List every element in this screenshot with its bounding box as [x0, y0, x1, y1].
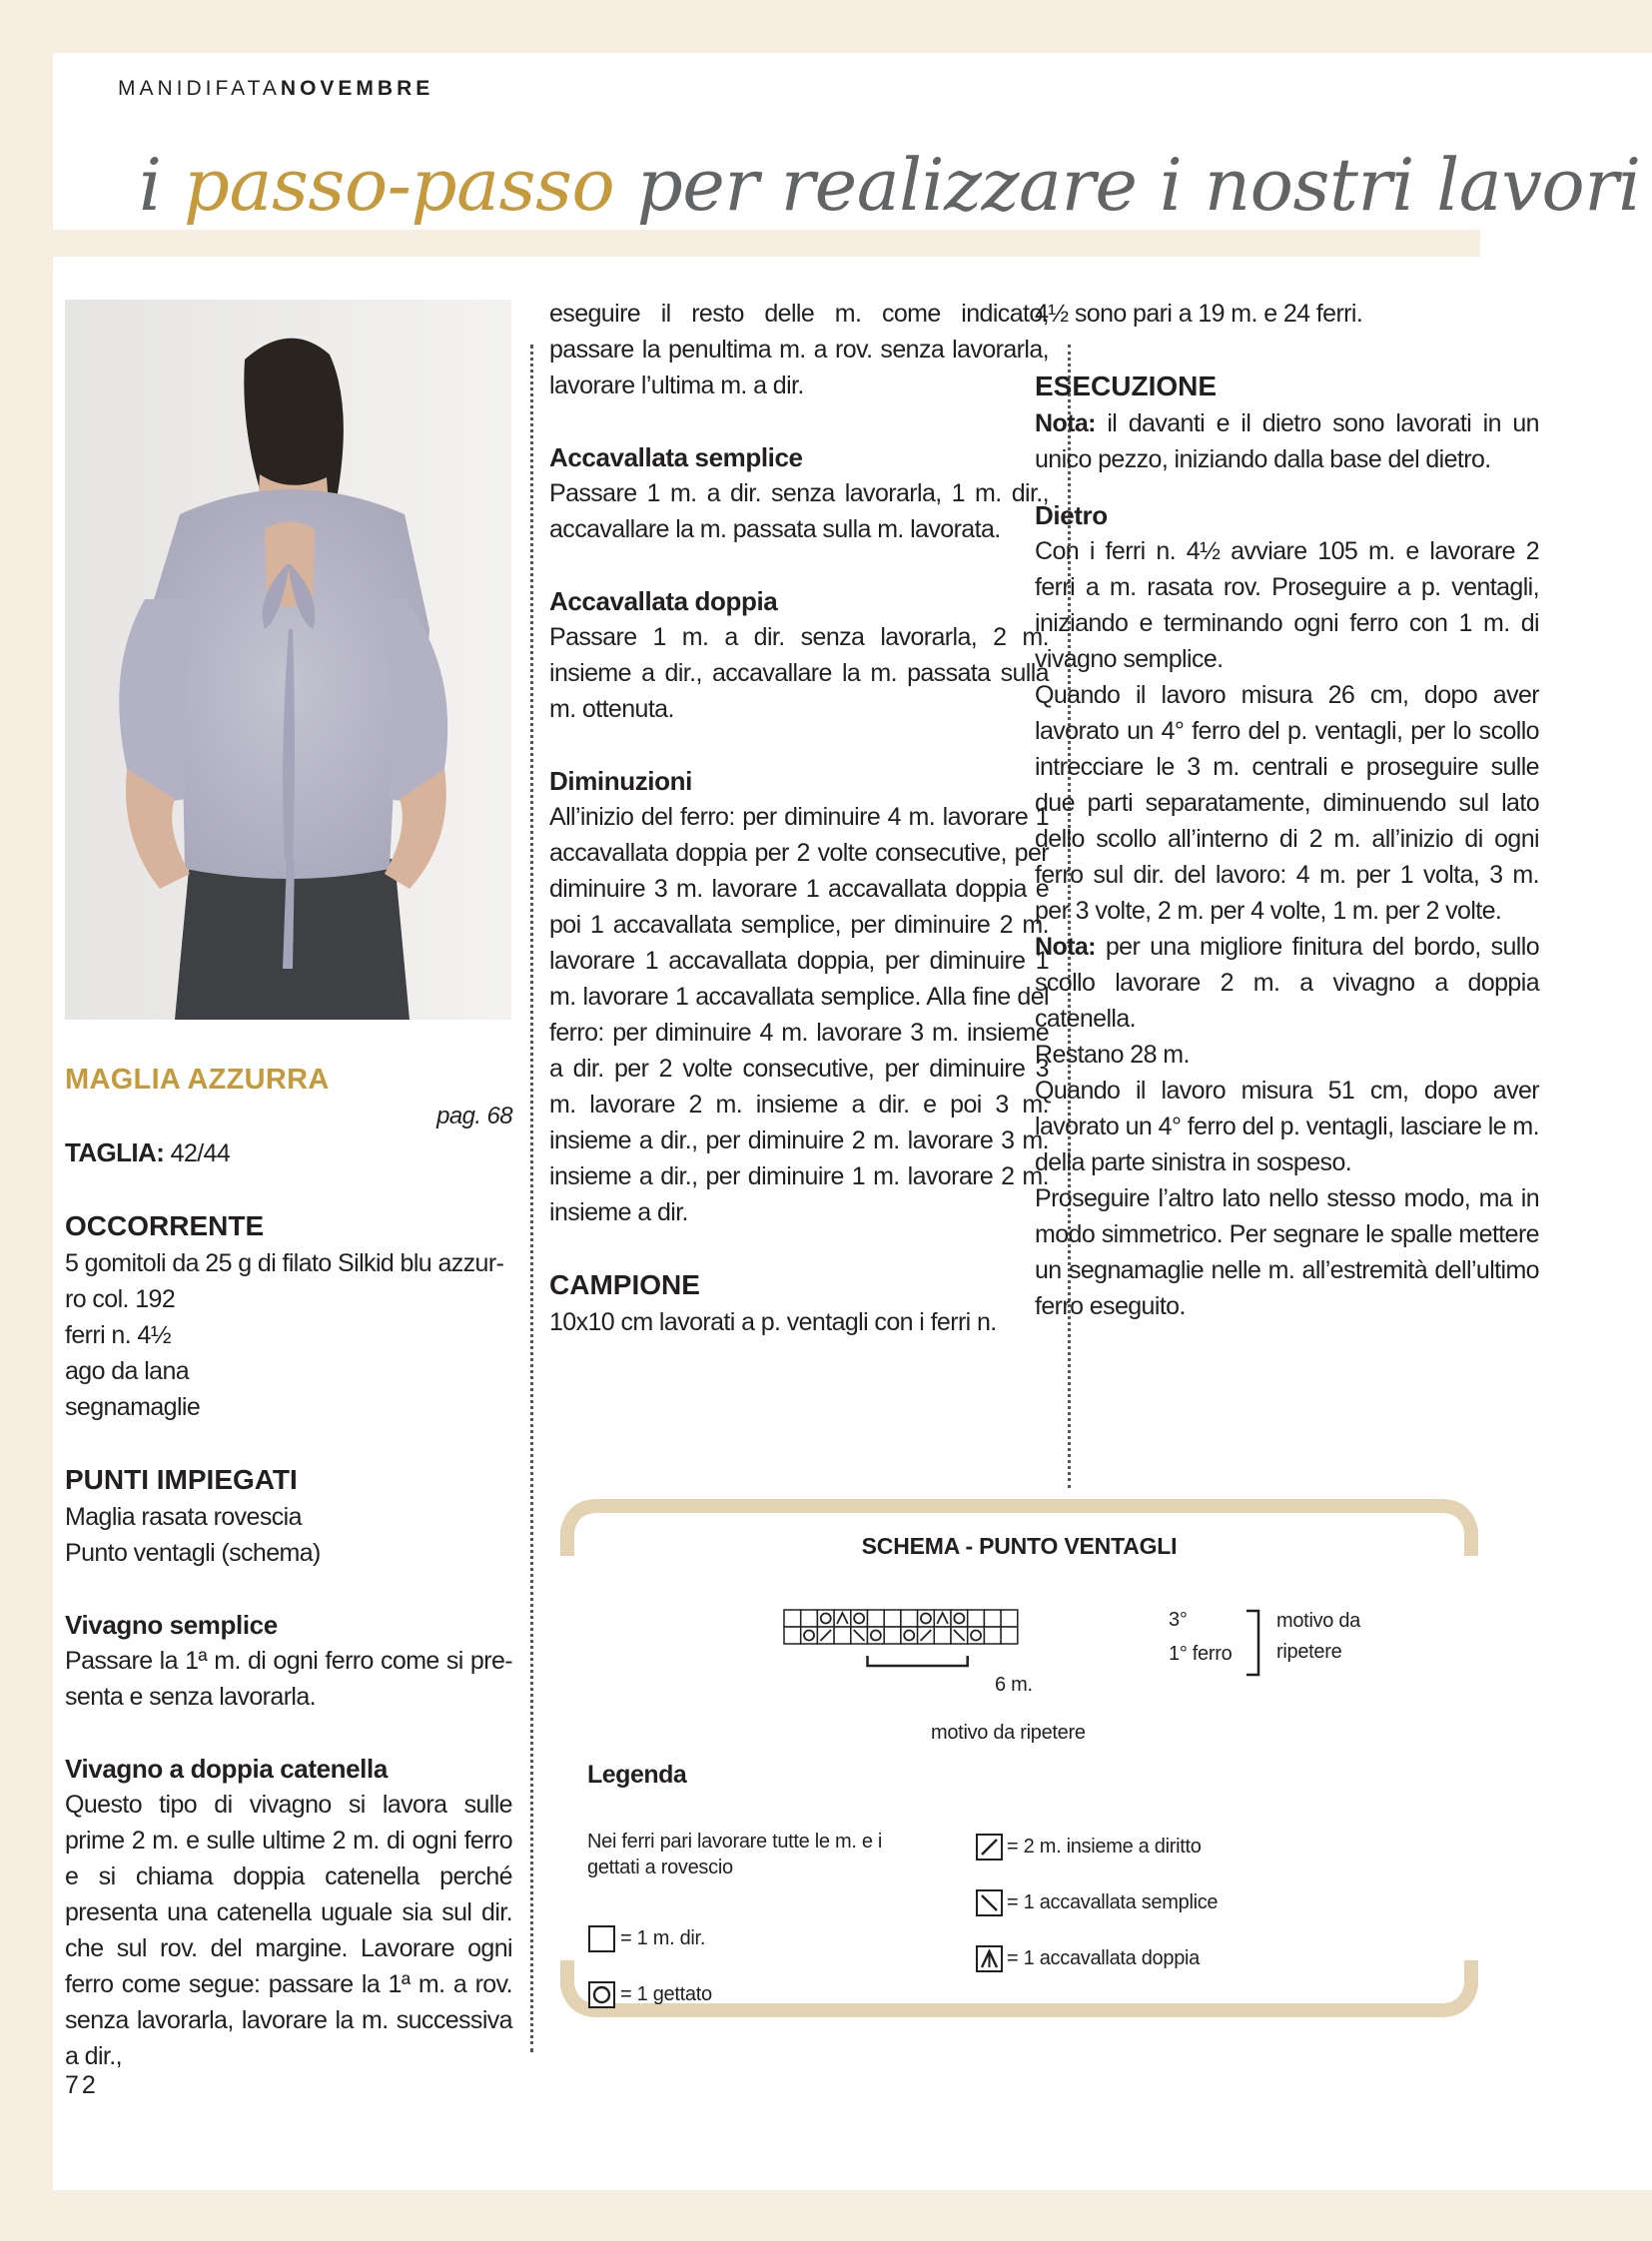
headline-rest: per realizzare i nostri lavori: [614, 143, 1641, 227]
dietro-text: Con i ferri n. 4½ avviare 105 m. e lavorare 2 ferri a m. rasata rov. Proseguire a p. ventagli, iniziando e terminando ogni ferro con 1 m. di vivagno semplice.: [1035, 537, 1539, 673]
occorrente-line: ro col. 192: [65, 1285, 176, 1313]
headline-accent: passo-passo: [183, 143, 615, 227]
acc-doppia-text: Passare 1 m. a dir. senza lavorarla, 2 m. insieme a dir., accavallare la m. passata sulla m. ottenuta.: [549, 623, 1049, 723]
legend-dir: = 1 m. dir.: [620, 1927, 706, 1949]
occorrente-line: ago da lana: [65, 1357, 190, 1385]
chart-cell: [784, 1627, 801, 1644]
vivagno-doppia-heading: Vivagno a doppia catenella: [65, 1754, 388, 1784]
acc-doppia-heading: Accavallata doppia: [549, 586, 778, 616]
acc-semplice-heading: Accavallata semplice: [549, 442, 803, 472]
row-bottom-label: 1° ferro: [1169, 1643, 1233, 1665]
page-reference: pag. 68: [436, 1103, 512, 1129]
occorrente-heading: OCCORRENTE: [65, 1210, 265, 1241]
punti-heading: PUNTI IMPIEGATI: [65, 1464, 298, 1495]
masthead-prefix: MANIDIFATA: [118, 77, 281, 100]
chart-cell: [884, 1627, 901, 1644]
legend-title: Legenda: [587, 1761, 687, 1789]
occorrente-line: segnamaglie: [65, 1393, 201, 1421]
campione-heading: CAMPIONE: [549, 1269, 700, 1300]
legend-symbol-gettato-icon: [587, 1980, 617, 2010]
size-value: 42/44: [164, 1139, 231, 1167]
repeat-width-label: 6 m.: [995, 1674, 1033, 1696]
stitch-chart-box: [557, 1451, 1481, 2060]
occorrente-line: ferri n. 4½: [65, 1321, 171, 1349]
nota-paragraph: [1035, 405, 1539, 477]
repeat-bracket: [868, 1656, 968, 1666]
nota-text: il davanti e il dietro sono lavorati in un unico pezzo, iniziando dalla base del dietro.: [1035, 409, 1539, 473]
dietro-heading: Dietro: [1035, 500, 1108, 530]
size-label: TAGLIA:: [65, 1137, 165, 1167]
article-title: MAGLIA AZZURRA: [65, 1064, 330, 1096]
acc-semplice-text: Passare 1 m. a dir. senza lavorarla, 1 m. dir., accavallare la m. passata sulla m. lavorata.: [549, 479, 1049, 543]
column-2: [549, 296, 1049, 1340]
legend-symbol-acc-doppia-icon: [975, 1944, 1005, 1974]
diminuzioni-heading: Diminuzioni: [549, 766, 692, 796]
headline-lead: i: [139, 143, 184, 227]
nota-paragraph: [1035, 929, 1539, 1037]
legend-symbol-acc-semplice-icon: [975, 1888, 1005, 1918]
chart-cell: [1001, 1610, 1018, 1627]
chart-cell: [984, 1610, 1001, 1627]
masthead: [118, 77, 433, 101]
page-number: 72: [65, 2071, 99, 2099]
punti-line: Maglia rasata rovescia: [65, 1503, 302, 1531]
chart-cell: [934, 1627, 951, 1644]
chart-cell: [1001, 1627, 1018, 1644]
col2-intro: eseguire il resto delle m. come indicato, passare la penultima m. a rov. senza lavorarla, lavorare l’ultima m. a dir.: [549, 300, 1049, 399]
nota-label: Nota:: [1035, 933, 1096, 961]
chart-cell: [901, 1610, 918, 1627]
size-line: [65, 1134, 512, 1171]
chart-cell: [884, 1610, 901, 1627]
masthead-month: NOVEMBRE: [280, 77, 434, 100]
vivagno-semplice-heading: Vivagno semplice: [65, 1610, 278, 1640]
chart-cell: [784, 1610, 801, 1627]
campione-text: 10x10 cm lavorati a p. ventagli con i ferri n.: [549, 1308, 997, 1336]
chart-cell: [801, 1610, 818, 1627]
vivagno-doppia-text: Questo tipo di vivagno si lavora sulle prime 2 m. e sulle ultime 2 m. di ogni ferro e si chiama doppia catenella perché presenta una catenella uguale sia sul dir. che sul rov. del margine. Lavorare ogni ferro come segue: passare la 1ª m. a rov. senza lavorarla, lavorare la m. successiva a dir.,: [65, 1791, 512, 2070]
legend-note: gettati a rovescio: [587, 1857, 733, 1878]
legend-2-insieme: = 2 m. insieme a diritto: [1007, 1836, 1202, 1858]
column-1: [65, 1061, 512, 2074]
legend-acc-semplice: = 1 accavallata semplice: [1007, 1891, 1219, 1913]
column-3: [1035, 296, 1539, 1324]
chart-cell: [968, 1610, 985, 1627]
chart-cell: [868, 1610, 885, 1627]
legend-gettato: = 1 gettato: [620, 1983, 712, 2005]
restano-text: Restano 28 m.: [1035, 1041, 1190, 1069]
chart-cell: [834, 1627, 851, 1644]
repeat-rows-label: motivo da: [1276, 1610, 1361, 1632]
dietro-text: Quando il lavoro misura 26 cm, dopo aver lavorato un 4° ferro del p. ventagli, per lo scollo intrecciare le 3 m. centrali e proseguire sulle due parti separatamente, diminuendo sul lato dello scollo all’interno di 2 m. all’inizio di ogni ferro sul dir. del lavoro: 4 m. per 1 volta, 3 m. per 3 volte, 2 m. per 4 volte, 1 m. per 2 volte.: [1035, 681, 1539, 925]
nota-text: per una migliore finitura del bordo, sullo scollo lavorare 2 m. a vivagno a doppia catenella.: [1035, 933, 1539, 1033]
legend-note: Nei ferri pari lavorare tutte le m. e i: [587, 1831, 883, 1853]
punti-line: Punto ventagli (schema): [65, 1539, 321, 1567]
model-illustration: [65, 300, 511, 1020]
vivagno-semplice-text: Passare la 1ª m. di ogni ferro come si pre-senta e senza lavorarla.: [65, 1647, 512, 1711]
legend-symbol-dir-icon: [587, 1924, 617, 1954]
chart-cell: [984, 1627, 1001, 1644]
dietro-text: Proseguire l’altro lato nello stesso modo, ma in modo simmetrico. Per segnare le spalle mettere un segnamaglie nelle m. all’estremità dell’ultimo ferro eseguito.: [1035, 1184, 1539, 1320]
dietro-text: Quando il lavoro misura 51 cm, dopo aver lavorato un 4° ferro del p. ventagli, lasciare le m. della parte sinistra in sospeso.: [1035, 1077, 1539, 1176]
column-separator: [530, 345, 533, 2052]
legend-symbol-2-insieme-icon: [975, 1833, 1005, 1863]
diminuzioni-text: All’inizio del ferro: per diminuire 4 m. lavorare 1 accavallata doppia per 2 volte consecutive, per diminuire 3 m. lavorare 1 accavallata doppia e poi 1 accavallata semplice, per diminuire 2 m. lavorare 1 accavallata doppia, per diminuire 1 m. lavorare 1 accavallata semplice. Alla fine del ferro: per diminuire 4 m. lavorare 3 m. insieme a dir. per 2 volte consecutive, per diminuire 3 m. lavorare 2 m. insieme a dir. e poi 3 m. insieme a dir., per diminuire 2 m. lavorare 3 m. insieme a dir., per diminuire 1 m. lavorare 2 m. insieme a dir.: [549, 803, 1049, 1226]
repeat-rows-label: ripetere: [1276, 1641, 1342, 1663]
occorrente-line: 5 gomitoli da 25 g di filato Silkid blu azzur-: [65, 1249, 504, 1277]
rows-bracket: [1244, 1609, 1264, 1679]
schema-title: SCHEMA - PUNTO VENTAGLI: [861, 1533, 1178, 1559]
product-photo: [65, 300, 511, 1020]
legend-acc-doppia: = 1 accavallata doppia: [1007, 1947, 1200, 1969]
page-headline: [139, 143, 1641, 227]
esecuzione-heading: ESECUZIONE: [1035, 371, 1218, 401]
col3-intro: 4½ sono pari a 19 m. e 24 ferri.: [1035, 300, 1363, 328]
row-top-label: 3°: [1169, 1609, 1188, 1631]
nota-label: Nota:: [1035, 409, 1096, 437]
header-divider-band: [0, 230, 1480, 257]
repeat-motif-label: motivo da ripetere: [931, 1722, 1086, 1744]
